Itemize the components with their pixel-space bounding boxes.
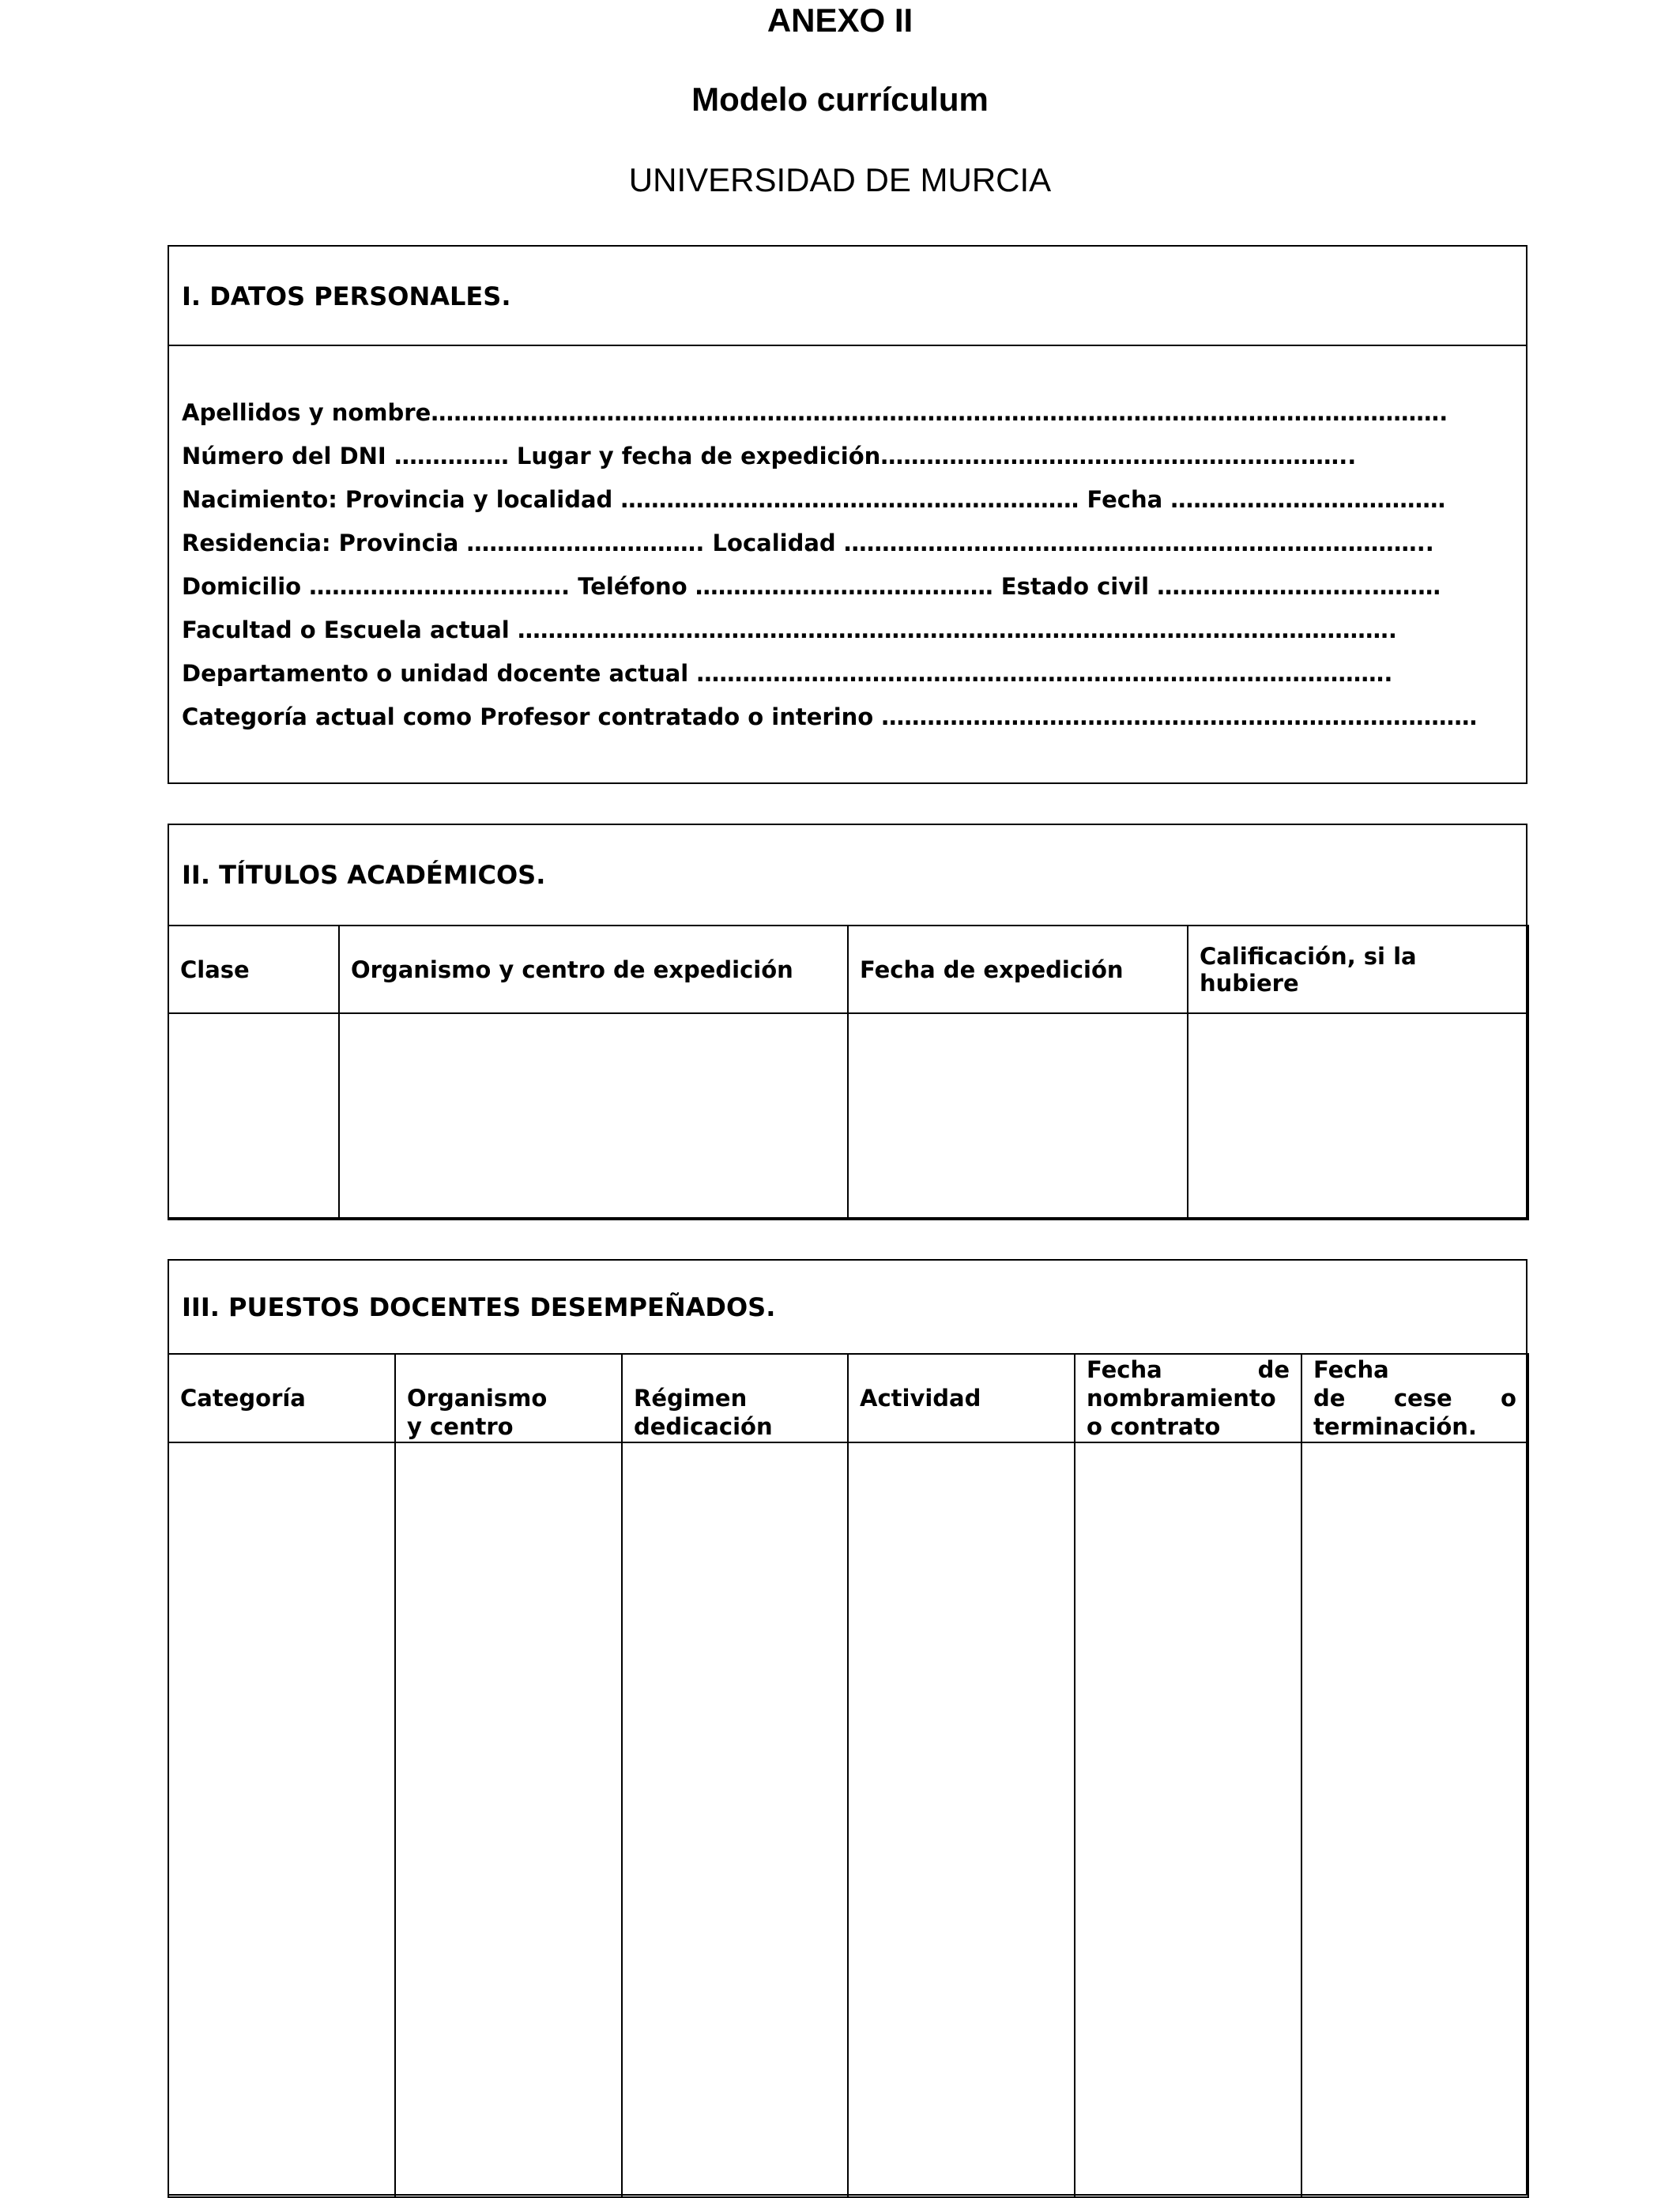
field-faculty[interactable]: Facultad o Escuela actual ……………………………………………………………………………………………………. [182, 616, 1397, 643]
column-header: Fecha de cese o terminación. [1301, 1354, 1528, 1442]
table-cell[interactable] [339, 1013, 848, 1220]
column-header: Régimen dedicación [622, 1354, 848, 1442]
section-academic-titles [168, 824, 1527, 1219]
field-address[interactable]: Domicilio ……………………………. Teléfono ………………………………… Estado civil ……………………….……… [182, 573, 1441, 600]
table-cell[interactable] [848, 1442, 1075, 2197]
field-dni[interactable]: Número del DNI …………… Lugar y fecha de expedición…………………………………………………….. [182, 443, 1357, 469]
table-cell[interactable] [1301, 1442, 1528, 2197]
table-cell[interactable] [1188, 1013, 1528, 1220]
column-header: Clase [168, 926, 339, 1013]
teaching-positions-table [168, 1353, 1529, 2198]
field-residence[interactable]: Residencia: Provincia …………………………. Localidad ………………………………………………………………….. [182, 530, 1434, 556]
column-header: Organismo y centro de expedición [339, 926, 848, 1013]
column-header: Actividad [848, 1354, 1075, 1442]
section-personal-data [168, 245, 1527, 784]
table-cell[interactable] [168, 1442, 395, 2197]
section-title: I. DATOS PERSONALES. [182, 281, 511, 311]
column-header: Fecha de nombramiento o contrato [1075, 1354, 1301, 1442]
section-teaching-positions [168, 1259, 1527, 2196]
annex-title: ANEXO II [767, 2, 913, 39]
section-title: III. PUESTOS DOCENTES DESEMPEÑADOS. [182, 1292, 776, 1322]
column-header: Organismo y centro [395, 1354, 622, 1442]
table-cell[interactable] [168, 1013, 339, 1220]
academic-titles-table [168, 925, 1529, 1220]
table-cell[interactable] [395, 1442, 622, 2197]
column-header: Categoría [168, 1354, 395, 1442]
column-header: Fecha de expedición [848, 926, 1188, 1013]
document-title: Modelo currículum [691, 81, 989, 118]
table-cell[interactable] [848, 1013, 1188, 1220]
section-title: II. TÍTULOS ACADÉMICOS. [182, 860, 546, 890]
divider [169, 345, 1526, 346]
table-cell[interactable] [1075, 1442, 1301, 2197]
field-birth[interactable]: Nacimiento: Provincia y localidad …………………………………………………… Fecha ……………………………… [182, 486, 1446, 513]
personal-fields [182, 391, 1477, 739]
university-name: UNIVERSIDAD DE MURCIA [628, 161, 1052, 198]
column-header: Calificación, si la hubiere [1188, 926, 1528, 1013]
table-cell[interactable] [622, 1442, 848, 2197]
field-name[interactable]: Apellidos y nombre……………………………………………………………………………………………………………………. [182, 399, 1448, 426]
field-department[interactable]: Departamento o unidad docente actual ………………………………………………………………………………. [182, 660, 1393, 687]
field-category[interactable]: Categoría actual como Profesor contratado o interino …………………………………………………………………… [182, 703, 1478, 730]
